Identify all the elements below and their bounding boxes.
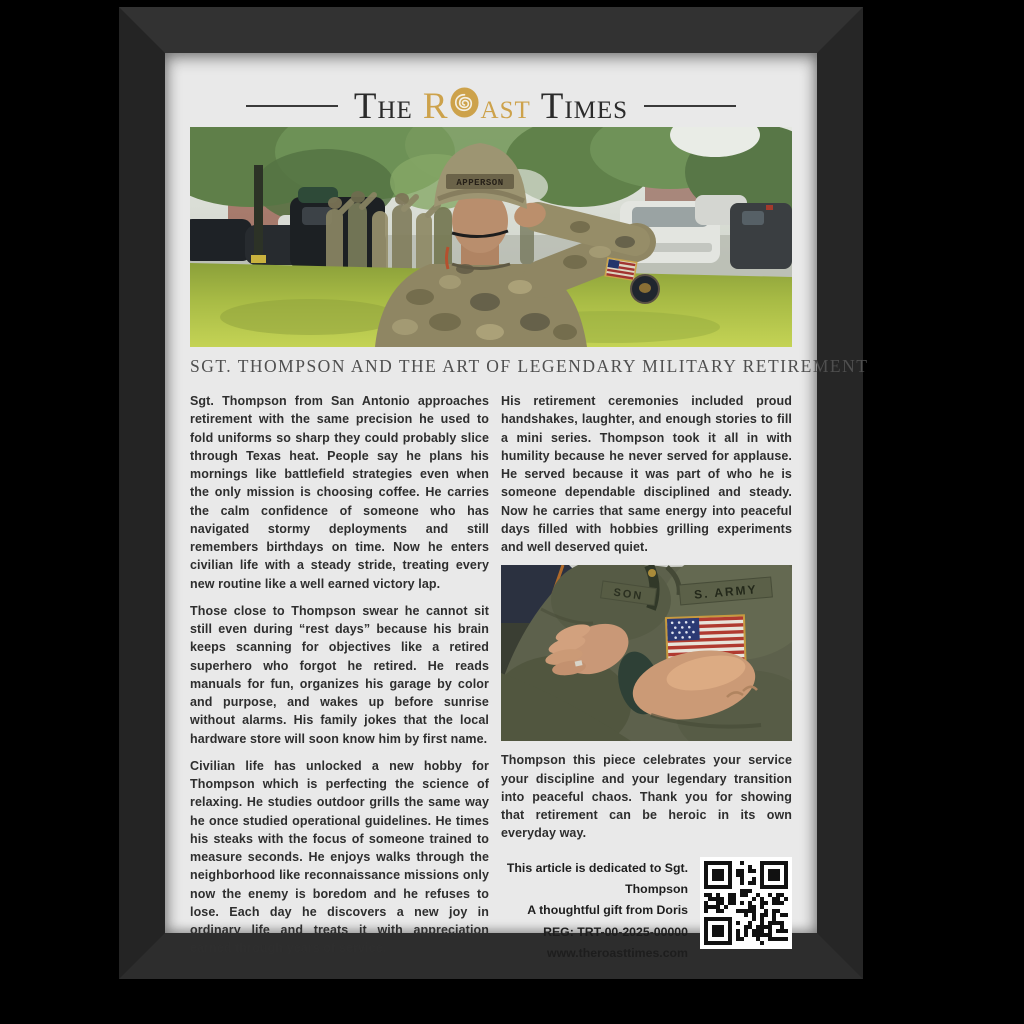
svg-text:SON: SON <box>612 586 644 603</box>
masthead-rule-left <box>246 105 338 107</box>
article-body <box>190 392 792 967</box>
masthead-rule-right <box>644 105 736 107</box>
masthead-word-times: TIMES <box>540 85 629 127</box>
article-column-right <box>501 392 792 967</box>
paragraph: Sgt. Thompson from San Antonio approaches retirement with the same precision he used to fold uniforms so sharp they could probably slice through Texas heat. People say he plans his mornings like battlefield strategies even when the only mission is choosing coffee. He carries the calm confidence of someone who has navigated stormy deployments and still remembers birthdays on time. Now he enters civilian life with a steady stride, treating every new routine like a well earned victory lap. <box>190 394 489 591</box>
dedication-line: A thoughtful gift from Doris <box>527 903 688 918</box>
brass-button <box>648 569 656 577</box>
article-headline: SGT. THOMPSON AND THE ART OF LEGENDARY MILITARY RETIREMENT <box>190 356 869 376</box>
side-photo-illustration <box>501 565 792 741</box>
dedication-text <box>501 857 688 965</box>
side-photo <box>501 565 792 741</box>
dedication-line: This article is dedicated to Sgt. Thompson <box>506 860 688 896</box>
hero-photo-illustration <box>190 127 792 347</box>
poster <box>165 53 869 961</box>
qr-code <box>700 857 792 949</box>
paragraph: Thompson this piece celebrates your service your discipline and your legendary transition into peaceful chaos. Thank you for showing that retirement can be heroic in its own everyday way. <box>501 753 792 841</box>
paragraph: His retirement ceremonies included proud handshakes, laughter, and enough stories to fill a mini series. Thompson took it all in with humility because he never served for applause. He served because it was part of who he is someone dependable disciplined and steady. Now he carries that same energy into peaceful days filled with hobbies grilling experiments and well deserved quiet. <box>501 394 792 554</box>
masthead-title <box>354 85 628 128</box>
masthead-word-roast: R AST <box>422 85 531 127</box>
svg-text:S. ARMY: S. ARMY <box>693 582 759 602</box>
masthead <box>190 85 792 127</box>
website-url: www.theroasttimes.com <box>547 946 688 961</box>
picture-frame <box>119 7 869 979</box>
cap-name-tape: APPERSON <box>456 178 504 188</box>
article-column-left <box>190 392 489 967</box>
registration-number: REG: TRT-00-2025-00000 <box>543 924 688 939</box>
lamp-post <box>254 165 263 269</box>
paragraph: Those close to Thompson swear he cannot sit still even during “rest days” because his brain keeps scanning for objectives like a retired superhero who forgot he retired. He reads manuals for fun, organizes his garage by color and purpose, and wakes up before sunrise without alarms. His family jokes that the local hardware store will soon know him by first name. <box>190 603 489 746</box>
us-flag-patch <box>605 258 636 280</box>
coffee-swirl-icon <box>449 87 480 118</box>
masthead-word-the: THE <box>353 85 413 127</box>
paragraph: Civilian life has unlocked a new hobby for Thompson which is perfecting the science of relaxing. He studies outdoor grills the same way he once studied operational guidelines. He times his steaks with the focus of someone trained to measure seconds. He enjoys walks through the neighborhood like reconnaissance missions only now the enemy is boredom and he refuses to lose. Each day he discovers a new joy in ordinary life and treats it with appreciation earned through years of service. <box>190 758 489 956</box>
hero-photo <box>190 127 792 347</box>
dedication-block <box>501 857 792 965</box>
